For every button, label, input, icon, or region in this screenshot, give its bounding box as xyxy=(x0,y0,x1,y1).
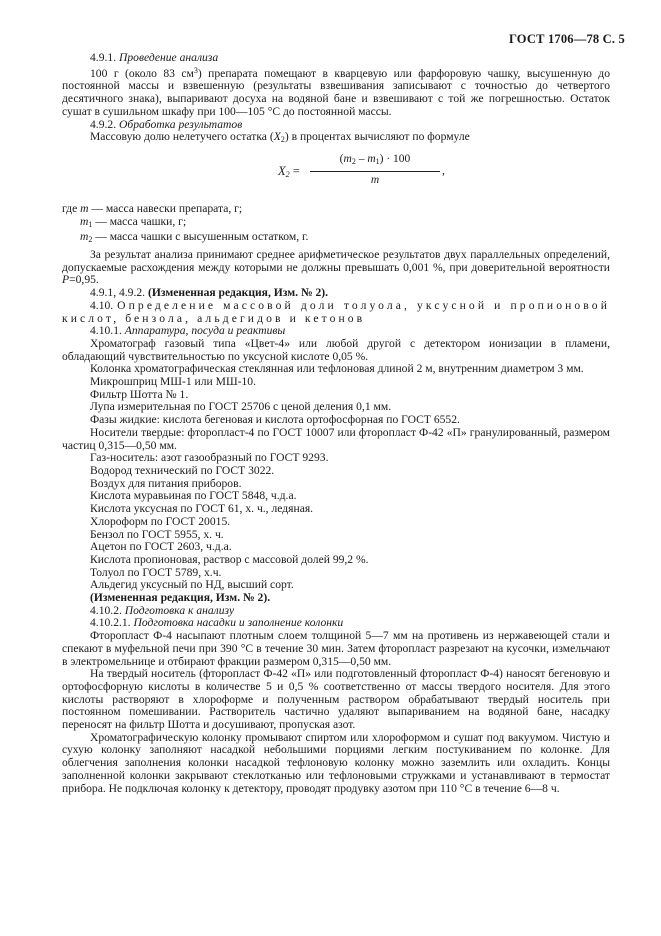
body-paragraph: Фторопласт Ф-4 насыпают плотным слоем толщиной 5—7 мм на противень из нержавеющей стали и спекают в муфельной печи при 390 °С в течение 30 мин. Затем фторопласт разрезают на кусочки, измельчают в электромельнице и отбирают фракции размером 0,315—0,50 мм. xyxy=(62,629,610,668)
definition-m1: $m_1$ — масса чашки, г; xyxy=(80,214,187,229)
equipment-item: Водород технический по ГОСТ 3022. xyxy=(90,463,275,477)
formula-fraction xyxy=(310,153,440,186)
definition-m2: $m_2$ — масса чашки с высушенным остатком, г. xyxy=(80,230,309,245)
amendment-note-1: 4.9.1, 4.9.2. (Измененная редакция, Изм. № 2). xyxy=(90,286,329,300)
equipment-item: Кислота уксусная по ГОСТ 61, х. ч., ледяная. xyxy=(90,502,314,516)
equipment-item: Фазы жидкие: кислота бегеновая и кислота ортофосфорная по ГОСТ 6552. xyxy=(90,413,460,427)
section-4-10-2-heading: 4.10.2. Подготовка к анализу xyxy=(90,603,235,617)
equipment-item: Носители твердые: фторопласт-4 по ГОСТ 10007 или фторопласт Ф-42 «П» гранулированный, размером частиц 0,315—0,50 мм. xyxy=(62,425,610,452)
equipment-item: Хлороформ по ГОСТ 20015. xyxy=(90,514,231,528)
equipment-item: Колонка хроматографическая стеклянная или тефлоновая длиной 2 м, внутренним диаметром 3 мм. xyxy=(90,362,584,376)
equipment-item: Кислота пропионовая, раствор с массовой долей 99,2 %. xyxy=(90,552,369,566)
document-body xyxy=(62,52,610,795)
definition-m: где m — масса навески препарата, г; xyxy=(62,201,243,215)
page-header: ГОСТ 1706—78 С. 5 xyxy=(508,32,625,46)
equipment-item: Альдегид уксусный по НД, высший сорт. xyxy=(90,578,294,592)
equipment-item: Толуол по ГОСТ 5789, х.ч. xyxy=(90,565,222,579)
formula-comma: , xyxy=(442,163,445,177)
equipment-item: Микрошприц МШ-1 или МШ-10. xyxy=(90,375,256,389)
section-4-10-1-heading: 4.10.1. Аппаратура, посуда и реактивы xyxy=(90,324,286,338)
equipment-item: Лупа измерительная по ГОСТ 25706 с ценой деления 0,1 мм. xyxy=(90,400,392,414)
body-paragraph: Хроматографическую колонку промывают спиртом или хлороформом и сушат под вакуумом. Чистую и сухую колонку заполняют насадкой небольшими порциями легким постукиванием по колонке. Для облегчения заполнения колонки насадкой тефлоновую колонку можно заземлить или охладить. Концы заполненной колонки закрывают стеклотканью или тефлоновыми стружками и устанавливают в термостат прибора. Не подключая колонку к детектору, проводят продувку азотом при 110 °С в течение 6—8 ч. xyxy=(62,730,610,795)
body-paragraph: На твердый носитель (фторопласт Ф-42 «П» или подготовленный фторопласт Ф-4) наносят бегеновую и ортофосфорную кислоты в количестве 5 и 0,5 % соответственно от массы твердого носителя. Для этого кислоты растворяют в хлороформе и полученным раствором обрабатывают твердый носитель при постоянном помешивании. Растворитель частично удаляют выпариванием на водяной бане, насадку переносят на фильтр Шотта и досушивают, пропуская азот. xyxy=(62,667,610,732)
equipment-item: Ацетон по ГОСТ 2603, ч.д.а. xyxy=(90,540,232,554)
formula-denominator: m xyxy=(370,173,380,186)
section-4-9-1-heading: 4.9.1. Проведение анализа xyxy=(90,51,219,64)
equipment-item: Хроматограф газовый типа «Цвет-4» или любой другой с детектором ионизации в пламени, обладающий чувствительностью по уксусной кислоте 0,05 %. xyxy=(62,336,610,363)
formula-numerator: $(m_2 - m_1) \cdot 100$ xyxy=(310,153,440,172)
equipment-item: Фильтр Шотта № 1. xyxy=(90,387,189,401)
equipment-item: Газ-носитель: азот газообразный по ГОСТ 9293. xyxy=(90,451,329,465)
section-4-10-2-1-heading: 4.10.2.1. Подготовка насадки и заполнение колонки xyxy=(90,616,344,630)
equipment-item: Воздух для питания приборов. xyxy=(90,476,242,490)
section-4-9-2-heading: 4.9.2. Обработка результатов xyxy=(90,117,243,131)
formula xyxy=(62,153,610,197)
section-4-9-1-text: 100 г (около 83 $см^3$) препарата помещают в кварцевую или фарфоровую чашку, высушенную до постоянной массы и взвешенную (результаты взвешивания записывают с точностью до четвертого десятичного знака), выпаривают досуха на водяной бане и взвешивают с той же погрешностью. Остаток сушат в сушильном шкафу при 100—105 °С до постоянной массы. xyxy=(62,65,610,118)
section-4-10-title: 4.10. Определение массовой доли толуола, уксусной и пропионовой кислот, бензола, альдегидов и кетонов xyxy=(62,298,611,325)
equipment-item: Бензол по ГОСТ 5955, х. ч. xyxy=(90,527,224,541)
variable-definitions xyxy=(62,203,610,247)
result-paragraph: За результат анализа принимают среднее арифметическое результатов двух параллельных определений, допускаемые расхождения между которыми не должны превышать 0,001 %, при доверительной вероятности Р=0,95. xyxy=(62,248,610,287)
equipment-item: Кислота муравьиная по ГОСТ 5848, ч.д.а. xyxy=(90,489,297,503)
amendment-note-2: (Измененная редакция, Изм. № 2). xyxy=(90,591,271,605)
section-4-9-2-text: Массовую долю нелетучего остатка $(X_2)$ в процентах вычисляют по формуле xyxy=(90,130,470,145)
formula-lhs: $X_2$ = xyxy=(278,163,300,179)
